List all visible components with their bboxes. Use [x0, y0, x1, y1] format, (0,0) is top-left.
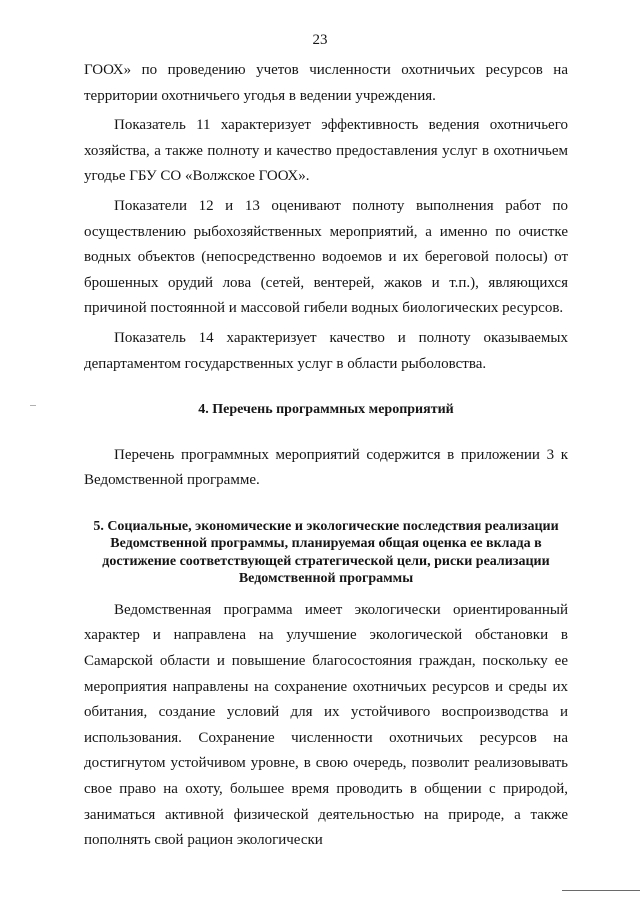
document-body [84, 58, 568, 854]
bottom-rule [562, 890, 640, 891]
paragraph-indicators-12-13: Показатели 12 и 13 оценивают полноту выполнения работ по осуществлению рыбохозяйственных мероприятий, а именно по очистке водных объектов (непосредственно водоемов и их береговой полосы) от брошенных орудий лова (сетей, вентерей, жаков и т.п.), являющихся причиной постоянной и массовой гибели водных биологических ресурсов. [84, 197, 568, 317]
page-number: 23 [312, 32, 328, 48]
paragraph-indicator-14: Показатель 14 характеризует качество и полноту оказываемых департаментом государственных услуг в области рыболовства. [84, 329, 568, 372]
section-5-heading: 5. Социальные, экономические и экологические последствия реализации Ведомственной программы, планируемая общая оценка ее вклада в достижение соответствующей стратегической цели, риски реализации Ведомственной программы [93, 518, 559, 587]
section-5-paragraph: Ведомственная программа имеет экологически ориентированный характер и направлена на улучшение экологической обстановки в Самарской области и повышение благосостояния граждан, поскольку ее мероприятия направлены на сохранение охотничьих ресурсов и среды их обитания, создание условий для их устойчивого воспроизводства и использования. Сохранение численности охотничьих ресурсов на достигнутом устойчивом уровне, в свою очередь, позволит реализовывать свое право на охоту, большее время проводить в общении с природой, заниматься активной физической деятельностью на природе, а также пополнять свой рацион экологически [84, 601, 568, 849]
section-4-paragraph: Перечень программных мероприятий содержится в приложении 3 к Ведомственной программе. [84, 446, 568, 489]
section-4-heading: 4. Перечень программных мероприятий [198, 402, 454, 418]
paragraph-continuation: ГООХ» по проведению учетов численности охотничьих ресурсов на территории охотничьего угодья в ведении учреждения. [84, 62, 568, 104]
paragraph-indicator-11: Показатель 11 характеризует эффективность ведения охотничьего хозяйства, а также полноту и качество предоставления услуг в охотничьем угодье ГБУ СО «Волжское ГООХ». [84, 117, 568, 185]
scan-margin-mark [30, 405, 36, 406]
